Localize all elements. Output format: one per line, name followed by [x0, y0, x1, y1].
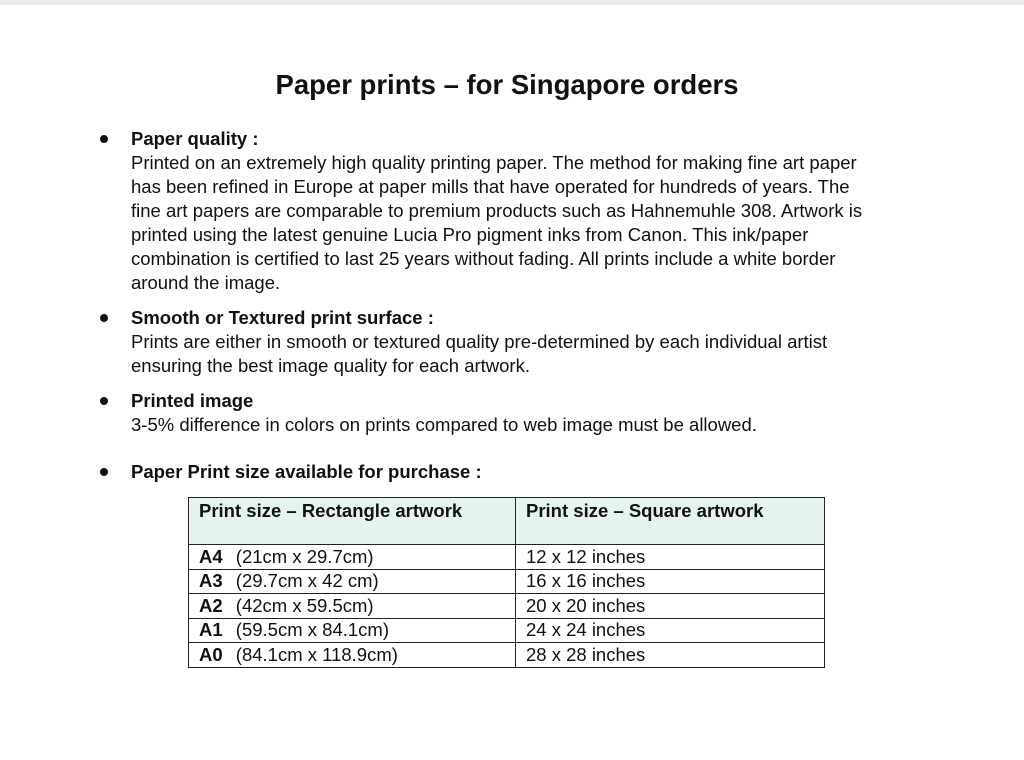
section-print-sizes	[131, 460, 971, 484]
paper-dimensions: (42cm x 59.5cm)	[235, 594, 374, 616]
section-line: ensuring the best image quality for each artwork.	[131, 355, 530, 376]
paper-code: A0	[199, 643, 223, 665]
table-row	[189, 643, 825, 668]
viewer-top-bar	[0, 0, 1024, 5]
table-row	[189, 569, 825, 594]
bullet-printed-image	[100, 397, 108, 405]
column-header-rectangle: Print size – Rectangle artwork	[189, 498, 516, 545]
section-line: Prints are either in smooth or textured quality pre-determined by each individual artist	[131, 331, 828, 352]
table-row	[189, 618, 825, 643]
table-row	[189, 545, 825, 570]
section-heading: Printed image	[131, 390, 254, 411]
section-line: 3-5% difference in colors on prints compared to web image must be allowed.	[131, 414, 757, 435]
square-size-cell: 28 x 28 inches	[516, 643, 825, 668]
rectangle-size-cell	[189, 594, 516, 619]
section-line: fine art papers are comparable to premium products such as Hahnemuhle 308. Artwork is	[131, 200, 863, 221]
section-print-surface	[131, 306, 971, 378]
column-header-square: Print size – Square artwork	[516, 498, 825, 545]
paper-code: A3	[199, 570, 223, 592]
section-line: printed using the latest genuine Lucia Pro pigment inks from Canon. This ink/paper	[131, 224, 809, 245]
rectangle-size-cell	[189, 569, 516, 594]
square-size-cell: 24 x 24 inches	[516, 618, 825, 643]
section-line: Printed on an extremely high quality printing paper. The method for making fine art paper	[131, 152, 857, 173]
page-title: Paper prints – for Singapore orders	[275, 69, 739, 100]
section-line: has been refined in Europe at paper mills that have operated for hundreds of years. The	[131, 176, 850, 197]
table-header-row	[189, 498, 825, 545]
section-heading: Paper quality :	[131, 128, 259, 149]
paper-dimensions: (84.1cm x 118.9cm)	[235, 643, 398, 665]
paper-code: A1	[199, 619, 223, 641]
paper-code: A4	[199, 545, 223, 567]
bullet-print-surface	[100, 314, 108, 322]
rectangle-size-cell	[189, 545, 516, 570]
square-size-cell: 20 x 20 inches	[516, 594, 825, 619]
section-heading: Smooth or Textured print surface :	[131, 307, 434, 328]
paper-dimensions: (21cm x 29.7cm)	[235, 545, 374, 567]
square-size-cell: 16 x 16 inches	[516, 569, 825, 594]
section-paper-quality	[131, 127, 971, 295]
paper-dimensions: (29.7cm x 42 cm)	[235, 570, 379, 592]
square-size-cell: 12 x 12 inches	[516, 545, 825, 570]
bullet-paper-quality	[100, 135, 108, 143]
rectangle-size-cell	[189, 643, 516, 668]
paper-dimensions: (59.5cm x 84.1cm)	[235, 619, 389, 641]
section-printed-image	[131, 389, 971, 437]
bullet-print-sizes	[100, 468, 108, 476]
paper-code: A2	[199, 594, 223, 616]
section-heading: Paper Print size available for purchase :	[131, 461, 482, 482]
section-line: combination is certified to last 25 years without fading. All prints include a white border	[131, 248, 836, 269]
rectangle-size-cell	[189, 618, 516, 643]
section-line: around the image.	[131, 272, 281, 293]
print-size-table	[188, 497, 825, 668]
table-row	[189, 594, 825, 619]
